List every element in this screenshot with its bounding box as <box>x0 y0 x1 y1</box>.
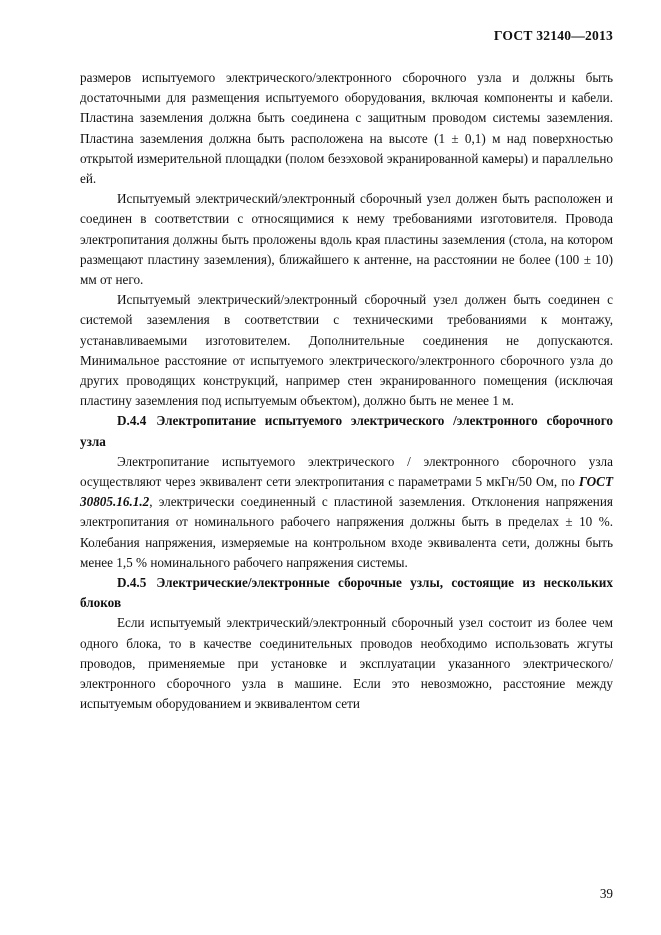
section-number-d45: D.4.5 <box>117 575 147 591</box>
document-header: ГОСТ 32140—2013 <box>493 28 613 43</box>
document-body <box>80 68 613 715</box>
paragraph-1: размеров испытуемого электрического/электронного сборочного узла и должны быть достаточными для размещения испытуемого оборудования, включая компоненты и кабели. Пластина заземления должна быть соединена с защитным проводом системы заземления. Пластина заземления должна быть расположена на высоте (1 ± 0,1) м над поверхностью открытой измерительной площадки (полом безэховой экранированной камеры) и параллельно ей. <box>80 70 613 187</box>
paragraph-3: Испытуемый электрический/электронный сборочный узел должен быть соединен с системой заземления в соответствии с техническими требованиями к монтажу, устанавливаемыми изготовителем. Дополнительные соединения не допускаются. Минимальное расстояние от испытуемого электрического/электронного сборочного узла до других проводящих конструкций, например стен экранированного помещения (исключая пластину заземления под испытуемым объектом), должно быть не менее 1 м. <box>80 292 613 409</box>
section-heading-d44 <box>80 411 613 451</box>
paragraph-5: Если испытуемый электрический/электронный сборочный узел состоит из более чем одного блока, то в качестве соединительных проводов необходимо использовать жгуты проводов, применяемые при установке и эксплуатации указанного электрического/электронного сборочного узла в машине. Если это невозможно, расстояние между испытуемым оборудованием и эквивалентом сети <box>80 615 613 712</box>
section-heading-d45 <box>80 573 613 613</box>
section-title-d44: Электропитание испытуемого электрического /электронного сборочного узла <box>80 413 613 449</box>
section-title-d45: Электрические/электронные сборочные узлы, состоящие из нескольких блоков <box>80 575 613 611</box>
paragraph-4-text-after: , электрически соединенный с пластиной заземления. Отклонения напряжения электропитания от номинального рабочего напряжения должны быть в пределах ± 10 %. Колебания напряжения, измеряемые на контрольном входе эквивалента сети, должны быть менее 1,5 % номинального рабочего напряжения системы. <box>80 494 613 570</box>
section-number-d44: D.4.4 <box>117 413 147 429</box>
paragraph-2: Испытуемый электрический/электронный сборочный узел должен быть расположен и соединен в соответствии с относящимися к нему требованиями изготовителя. Провода электропитания должны быть проложены вдоль края пластины заземления (стола, на котором размещают пластину заземления), ближайшего к антенне, на расстоянии не более (100 ± 10) мм от него. <box>80 191 613 288</box>
standard-reference: ГОСТ 30805.16.1.2 <box>80 474 613 510</box>
page-number: 39 <box>599 886 613 901</box>
paragraph-4 <box>80 452 613 573</box>
paragraph-4-text-before: Электропитание испытуемого электрического / электронного сборочного узла осуществляют через эквивалент сети электропитания с параметрами 5 мкГн/50 Ом, по <box>80 453 613 490</box>
